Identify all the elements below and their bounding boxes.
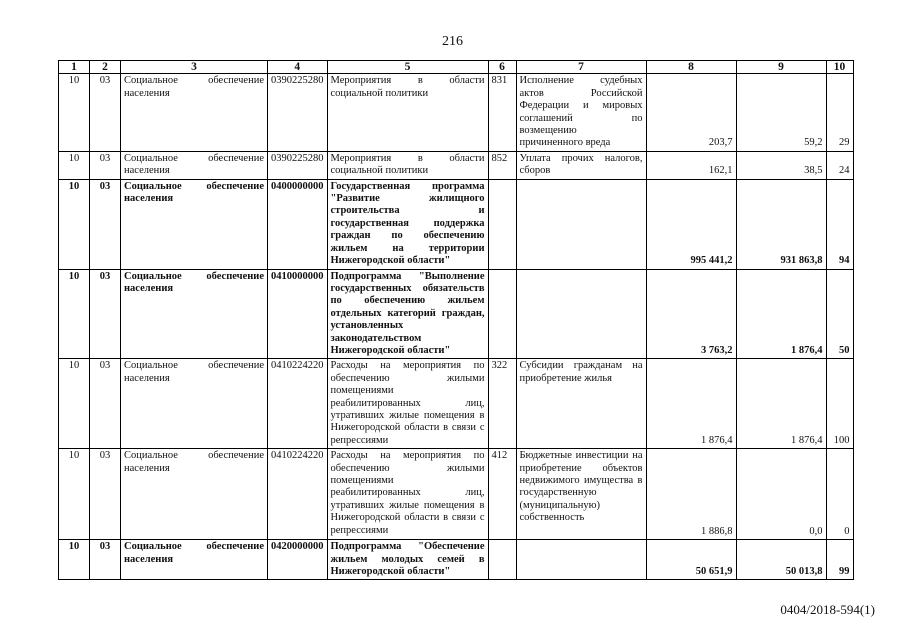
expense-type-name: Бюджетные инвестиции на приобретение объектов недвижимого имущества в государственную (муниципальную) собственность bbox=[516, 449, 646, 540]
header-cell: 6 bbox=[488, 61, 516, 74]
header-cell: 1 bbox=[59, 61, 90, 74]
expense-type-code bbox=[488, 269, 516, 359]
article-name: Расходы на мероприятия по обеспечению жилыми помещениями реабилитированных лиц, утративших жилые помещения в Нижегородской области в связи с репрессиями bbox=[327, 359, 488, 449]
table-row bbox=[59, 540, 854, 580]
header-cell: 2 bbox=[90, 61, 121, 74]
target-article-code: 0390225280 bbox=[268, 151, 328, 179]
expense-type-name bbox=[516, 179, 646, 269]
actual-value: 0,0 bbox=[736, 449, 826, 540]
article-name: Подпрограмма "Обеспечение жильем молодых семей в Нижегородской области" bbox=[327, 540, 488, 580]
percent-value: 0 bbox=[826, 449, 853, 540]
article-name: Мероприятия в области социальной политики bbox=[327, 151, 488, 179]
section-code: 10 bbox=[59, 179, 90, 269]
header-cell: 5 bbox=[327, 61, 488, 74]
expense-type-code: 831 bbox=[488, 74, 516, 151]
target-article-code: 0400000000 bbox=[268, 179, 328, 269]
table-row bbox=[59, 359, 854, 449]
percent-value: 50 bbox=[826, 269, 853, 359]
document-code: 0404/2018-594(1) bbox=[780, 602, 875, 617]
actual-value: 931 863,8 bbox=[736, 179, 826, 269]
table-row bbox=[59, 179, 854, 269]
plan-value: 3 763,2 bbox=[646, 269, 736, 359]
subsection-code: 03 bbox=[90, 359, 121, 449]
table-row bbox=[59, 449, 854, 540]
section-code: 10 bbox=[59, 540, 90, 580]
subsection-code: 03 bbox=[90, 74, 121, 151]
page-number: 216 bbox=[442, 34, 463, 49]
expense-type-code: 322 bbox=[488, 359, 516, 449]
article-name: Подпрограмма "Выполнение государственных обязательств по обеспечению жильем отдельных категорий граждан, установленных законодательством Нижегородской области" bbox=[327, 269, 488, 359]
table-row bbox=[59, 74, 854, 151]
section-code: 10 bbox=[59, 269, 90, 359]
section-code: 10 bbox=[59, 449, 90, 540]
plan-value: 1 876,4 bbox=[646, 359, 736, 449]
subsection-code: 03 bbox=[90, 449, 121, 540]
plan-value: 162,1 bbox=[646, 151, 736, 179]
target-article-code: 0420000000 bbox=[268, 540, 328, 580]
budget-table bbox=[58, 60, 854, 580]
header-cell: 7 bbox=[516, 61, 646, 74]
plan-value: 995 441,2 bbox=[646, 179, 736, 269]
target-article-code: 0410224220 bbox=[268, 449, 328, 540]
expense-type-code bbox=[488, 179, 516, 269]
percent-value: 94 bbox=[826, 179, 853, 269]
actual-value: 1 876,4 bbox=[736, 269, 826, 359]
section-name: Социальное обеспечение населения bbox=[121, 74, 268, 151]
expense-type-name bbox=[516, 540, 646, 580]
target-article-code: 0410000000 bbox=[268, 269, 328, 359]
percent-value: 24 bbox=[826, 151, 853, 179]
subsection-code: 03 bbox=[90, 540, 121, 580]
article-name: Мероприятия в области социальной политики bbox=[327, 74, 488, 151]
header-cell: 3 bbox=[121, 61, 268, 74]
section-code: 10 bbox=[59, 359, 90, 449]
expense-type-code bbox=[488, 540, 516, 580]
expense-type-name: Субсидии гражданам на приобретение жилья bbox=[516, 359, 646, 449]
actual-value: 1 876,4 bbox=[736, 359, 826, 449]
plan-value: 50 651,9 bbox=[646, 540, 736, 580]
header-cell: 4 bbox=[268, 61, 328, 74]
actual-value: 38,5 bbox=[736, 151, 826, 179]
expense-type-code: 852 bbox=[488, 151, 516, 179]
table-header-row bbox=[59, 61, 854, 74]
target-article-code: 0410224220 bbox=[268, 359, 328, 449]
expense-type-name bbox=[516, 269, 646, 359]
percent-value: 100 bbox=[826, 359, 853, 449]
subsection-code: 03 bbox=[90, 269, 121, 359]
article-name: Расходы на мероприятия по обеспечению жилыми помещениями реабилитированных лиц, утративших жилые помещения в Нижегородской области в связи с репрессиями bbox=[327, 449, 488, 540]
target-article-code: 0390225280 bbox=[268, 74, 328, 151]
header-cell: 8 bbox=[646, 61, 736, 74]
expense-type-name: Исполнение судебных актов Российской Федерации и мировых соглашений по возмещению причиненного вреда bbox=[516, 74, 646, 151]
section-name: Социальное обеспечение населения bbox=[121, 359, 268, 449]
article-name: Государственная программа "Развитие жилищного строительства и государственная поддержка граждан по обеспечению жильем на территории Нижегородской области" bbox=[327, 179, 488, 269]
section-code: 10 bbox=[59, 74, 90, 151]
expense-type-code: 412 bbox=[488, 449, 516, 540]
table-row bbox=[59, 269, 854, 359]
header-cell: 10 bbox=[826, 61, 853, 74]
section-name: Социальное обеспечение населения bbox=[121, 540, 268, 580]
expense-type-name: Уплата прочих налогов, сборов bbox=[516, 151, 646, 179]
plan-value: 1 886,8 bbox=[646, 449, 736, 540]
subsection-code: 03 bbox=[90, 179, 121, 269]
plan-value: 203,7 bbox=[646, 74, 736, 151]
table-row bbox=[59, 151, 854, 179]
percent-value: 29 bbox=[826, 74, 853, 151]
section-code: 10 bbox=[59, 151, 90, 179]
section-name: Социальное обеспечение населения bbox=[121, 179, 268, 269]
actual-value: 59,2 bbox=[736, 74, 826, 151]
section-name: Социальное обеспечение населения bbox=[121, 151, 268, 179]
percent-value: 99 bbox=[826, 540, 853, 580]
subsection-code: 03 bbox=[90, 151, 121, 179]
section-name: Социальное обеспечение населения bbox=[121, 269, 268, 359]
actual-value: 50 013,8 bbox=[736, 540, 826, 580]
section-name: Социальное обеспечение населения bbox=[121, 449, 268, 540]
header-cell: 9 bbox=[736, 61, 826, 74]
